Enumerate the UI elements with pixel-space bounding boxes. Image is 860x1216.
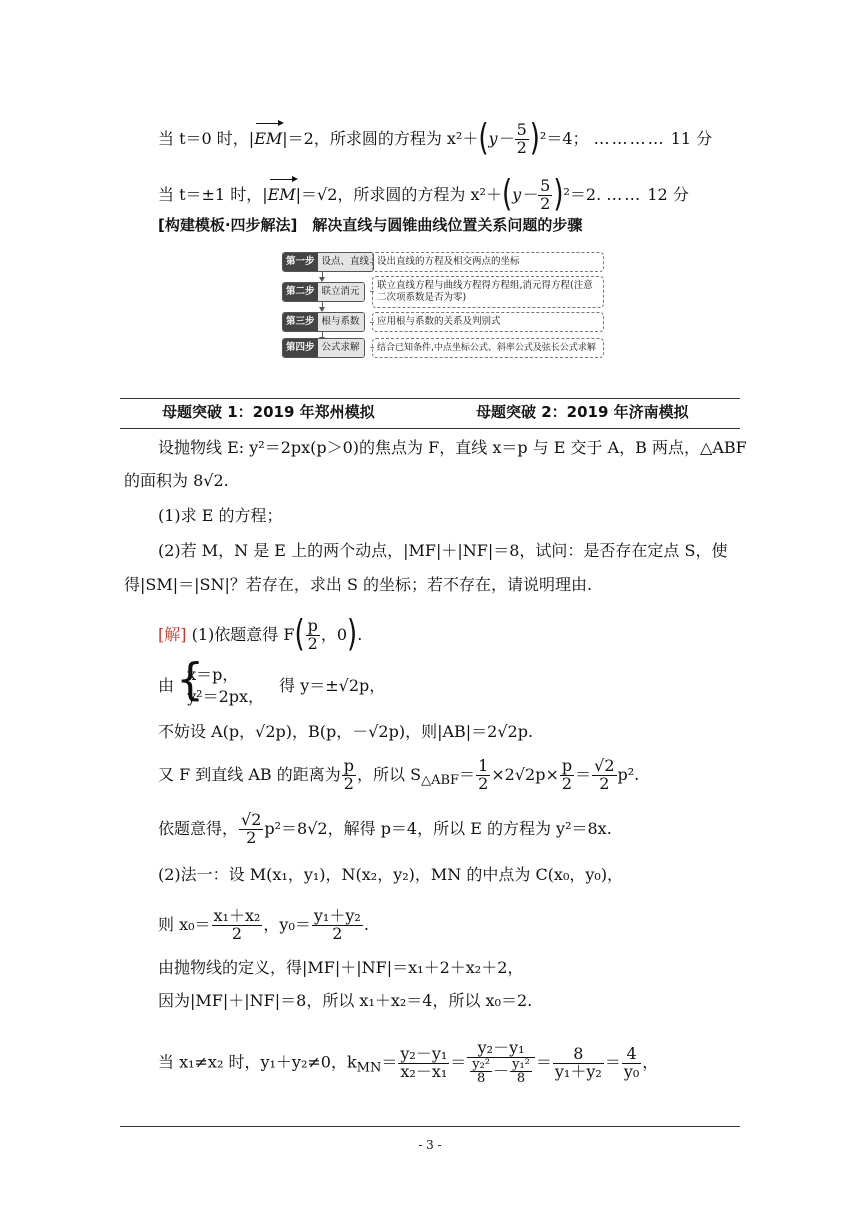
text: y－ bbox=[512, 184, 538, 204]
paren-open: ( bbox=[294, 614, 305, 657]
step-3-desc: 应用根与系数的关系及判别式 bbox=[372, 312, 604, 332]
fraction: $\frac{\text{y₁＋y₂}}{2}$ bbox=[313, 906, 361, 943]
solution-step-10: 当 x₁≠x₂ 时，y₁＋y₂≠0，$k_{MN}=$ $\frac{\text{y₂－y₁}}{\text{x₂－x₁}}$ ＝ y₂－y₁ $\frac{\text{y₂²}}{8}$ － $\frac{\text{y₁²}}{8}$ ＝ $\frac{8}{\text{y₁＋y₂}}$ ＝ $\frac{4}{\text{y₀}}$ ， bbox=[158, 1038, 659, 1087]
step-name: 设点、直线 bbox=[318, 253, 374, 271]
solution-step-4 bbox=[158, 758, 639, 793]
fraction: $\frac{5}{2}$ bbox=[516, 120, 527, 157]
text: y－ bbox=[488, 128, 514, 148]
step-number: 第二步 bbox=[283, 283, 318, 301]
paren-close: ) bbox=[553, 174, 564, 217]
tab-rule-top bbox=[120, 398, 740, 399]
problem-line-2: 的面积为 8√2. bbox=[124, 471, 229, 490]
text: ，所以 S bbox=[357, 764, 422, 784]
fraction: $\frac{\text{x₁＋x₂}}{2}$ bbox=[213, 906, 261, 943]
fraction: $\frac{\text{y₂－y₁}}{\text{x₂－x₁}}$ bbox=[400, 1043, 448, 1081]
solution-step-9: 因为|MF|＋|NF|＝8，所以 x₁＋x₂＝4，所以 x₀＝2. bbox=[158, 991, 533, 1010]
solution-line-t0 bbox=[158, 118, 713, 161]
fraction: $\frac{√2}{2}$ bbox=[594, 756, 615, 793]
dot-leader: ………… bbox=[593, 128, 666, 148]
fraction: y₂－y₁ $\frac{\text{y₂²}}{8}$ － $\frac{\text{y₁²}}{8}$ bbox=[467, 1040, 535, 1086]
solution-step-3: 不妨设 A(p，√2p)，B(p，－√2p)，则|AB|＝2√2p. bbox=[158, 722, 534, 741]
step-number: 第一步 bbox=[283, 253, 318, 271]
fraction: $\frac{p}{2}$ bbox=[561, 756, 573, 793]
text: ＝ bbox=[575, 764, 592, 784]
text: ＝ bbox=[459, 764, 476, 784]
tab-rule-bottom bbox=[120, 428, 740, 429]
text: ×2√2p× bbox=[491, 764, 559, 784]
paren-close: ) bbox=[529, 118, 540, 161]
text: 由 bbox=[158, 676, 175, 695]
text: 得 y＝±√2p， bbox=[279, 676, 386, 695]
text: ²＝2. bbox=[563, 184, 602, 204]
step-1-desc: 设出直线的方程及相交两点的坐标 bbox=[372, 252, 604, 272]
text: ，0 bbox=[320, 624, 348, 644]
step-2 bbox=[282, 282, 365, 302]
fraction: $\frac{p}{2}$ bbox=[343, 756, 355, 793]
step-4-desc: 结合已知条件,中点坐标公式、斜率公式及弦长公式求解 bbox=[372, 338, 604, 358]
steps-diagram bbox=[282, 246, 612, 358]
text: ， bbox=[642, 1052, 659, 1072]
paren-close: ) bbox=[347, 614, 358, 657]
text: ＝ bbox=[381, 1052, 398, 1072]
vector-em: EM bbox=[254, 128, 283, 148]
step-number: 第三步 bbox=[283, 313, 318, 331]
text: 又 F 到直线 AB 的距离为 bbox=[158, 764, 341, 784]
dot-leader: …… bbox=[606, 184, 643, 204]
score: 12 分 bbox=[647, 184, 689, 204]
solution-step-1: [解] (1)依题意得 F( $\frac{p}{2}$ ，0). bbox=[158, 614, 363, 657]
text: 当 t＝0 时，| bbox=[158, 128, 255, 148]
equation-system bbox=[179, 664, 264, 708]
solution-step-8: 由抛物线的定义，得|MF|＋|NF|＝x₁＋2＋x₂＋2， bbox=[158, 958, 524, 977]
fraction: $\frac{p}{2}$ bbox=[307, 616, 318, 653]
text: 则 x₀＝ bbox=[158, 914, 211, 934]
text: . bbox=[363, 914, 369, 934]
question-2b: 得|SM|＝|SN|？若存在，求出 S 的坐标；若不存在，请说明理由. bbox=[124, 575, 593, 594]
problem-line-1: 设抛物线 E: y²＝2px(p＞0)的焦点为 F，直线 x＝p 与 E 交于 A，B 两点，△ABF bbox=[158, 438, 747, 457]
tab-problem-1[interactable]: 母题突破 1：2019 年郑州模拟 bbox=[162, 403, 375, 421]
fraction: $\frac{1}{2}$ bbox=[478, 756, 489, 793]
tab-problem-2[interactable]: 母题突破 2：2019 年济南模拟 bbox=[476, 403, 689, 421]
solution-step-7 bbox=[158, 908, 369, 943]
footer-rule bbox=[120, 1126, 740, 1127]
step-name: 联立消元 bbox=[318, 283, 364, 301]
fraction: $\frac{8}{\text{y₁＋y₂}}$ bbox=[554, 1043, 602, 1081]
text: ²＝4； bbox=[539, 128, 589, 148]
paren-open: ( bbox=[501, 174, 513, 217]
step-number: 第四步 bbox=[283, 339, 318, 357]
step-1 bbox=[282, 252, 374, 272]
solution-tag: [解] bbox=[158, 624, 187, 644]
step-3 bbox=[282, 312, 365, 332]
text: (1)依题意得 F bbox=[191, 624, 295, 644]
solution-line-t1 bbox=[158, 174, 689, 217]
template-heading: [构建模板·四步解法] 解决直线与圆锥曲线位置关系问题的步骤 bbox=[158, 216, 583, 234]
subscript: △ABF bbox=[421, 772, 460, 788]
text: |＝√2，所求圆的方程为 x²＋ bbox=[295, 184, 502, 204]
step-4 bbox=[282, 338, 365, 358]
fraction: $\frac{4}{\text{y₀}}$ bbox=[623, 1043, 640, 1081]
fraction: $\frac{5}{2}$ bbox=[540, 176, 551, 213]
text: ，y₀＝ bbox=[263, 914, 311, 934]
solution-system bbox=[158, 664, 385, 708]
solution-step-6: (2)法一：设 M(x₁，y₁)，N(x₂，y₂)，MN 的中点为 C(x₀，y₀)， bbox=[158, 865, 624, 884]
text: 依题意得， bbox=[158, 818, 239, 838]
question-1: (1)求 E 的方程； bbox=[158, 506, 283, 525]
text: 当 x₁≠x₂ 时，y₁＋y₂≠0，k bbox=[158, 1052, 357, 1072]
question-2a: (2)若 M，N 是 E 上的两个动点，|MF|＋|NF|＝8，试问：是否存在定点 S，使 bbox=[158, 541, 728, 560]
equation: y²＝2px， bbox=[187, 687, 265, 706]
vector-em: EM bbox=[267, 184, 296, 204]
paren-open: ( bbox=[478, 118, 489, 161]
step-name: 根与系数 bbox=[318, 313, 364, 331]
fraction: $\frac{√2}{2}$ bbox=[241, 810, 262, 847]
step-2-desc: 联立直线方程与曲线方程得方程组,消元得方程(注意二次项系数是否为零) bbox=[372, 276, 604, 308]
text: |＝2，所求圆的方程为 x²＋ bbox=[282, 128, 479, 148]
step-name: 公式求解 bbox=[318, 339, 364, 357]
equation: { x＝p， bbox=[187, 665, 239, 684]
score: 11 分 bbox=[670, 128, 713, 148]
text: p². bbox=[617, 764, 640, 784]
page-number: - 3 - bbox=[418, 1138, 442, 1152]
text: p²＝8√2，解得 p＝4，所以 E 的方程为 y²＝8x. bbox=[264, 818, 612, 838]
subscript: MN bbox=[356, 1060, 382, 1076]
text: 当 t＝±1 时，| bbox=[158, 184, 268, 204]
solution-step-5 bbox=[158, 812, 612, 847]
